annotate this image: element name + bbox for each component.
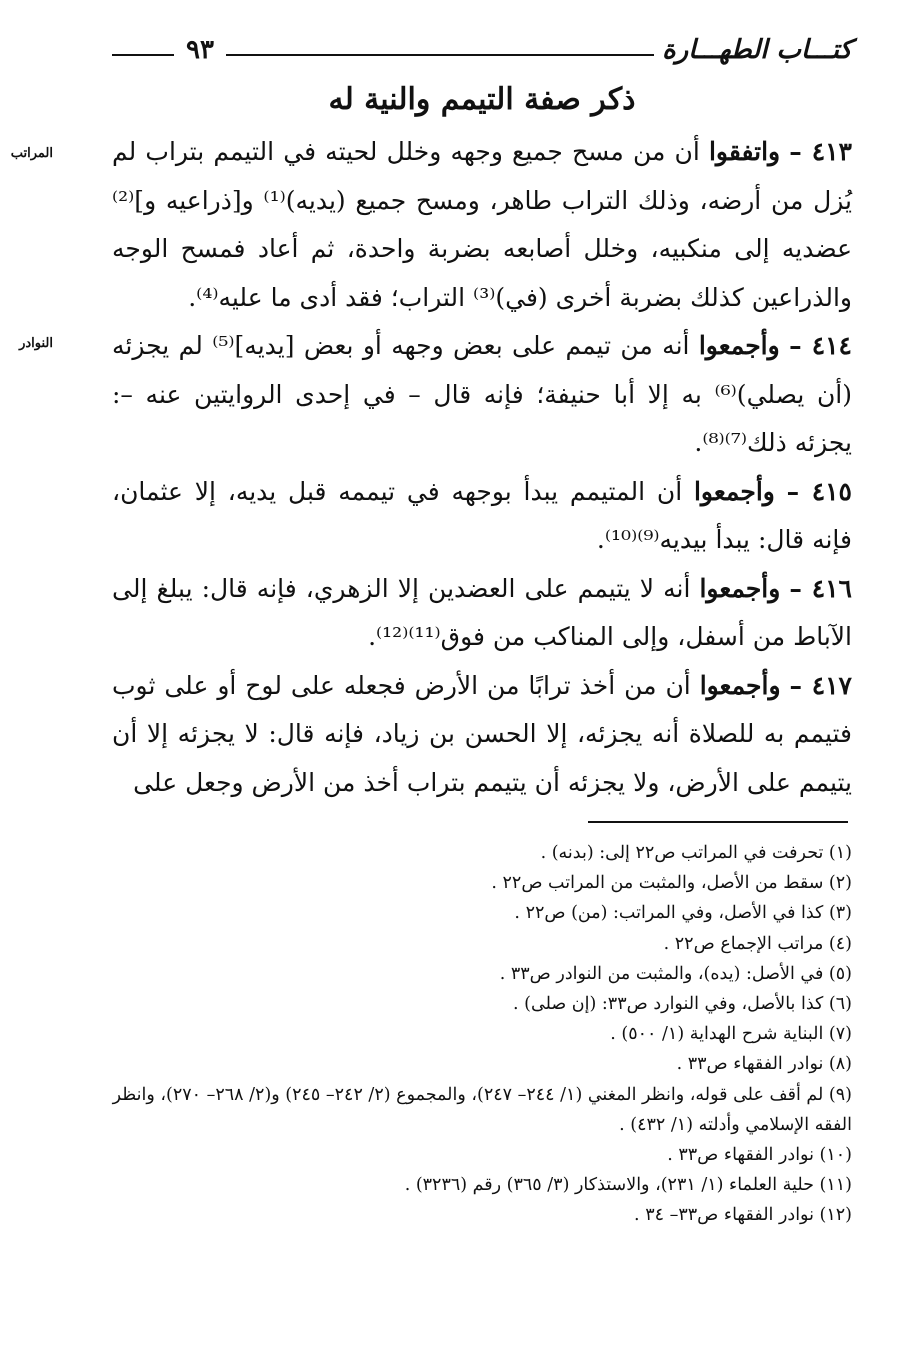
paragraph-lead: وأجمعوا bbox=[699, 670, 781, 700]
footnote-4: (٤) مراتب الإجماع ص٢٢ . bbox=[663, 933, 852, 954]
paragraph-number: ٤١٦ – bbox=[789, 573, 852, 603]
footnote-11: (١١) حلية العلماء (١/ ٢٣١)، والاستذكار (٣/ ٣٦٥) رقم (٣٢٣٦) . bbox=[404, 1175, 852, 1196]
paragraph-417 bbox=[112, 662, 852, 808]
margin-note-nawadir: النوادر bbox=[19, 336, 53, 351]
paragraph-text: أنه لا يتيمم على العضدين إلا الزهري، فإنه قال: يبلغ إلى الآباط من أسفل، وإلى المناكب من فوق⁽¹¹⁾⁽¹²⁾. bbox=[112, 573, 852, 651]
header-rule-left bbox=[112, 54, 174, 56]
header-rule-middle bbox=[226, 54, 654, 56]
paragraph-text: أنه من تيمم على بعض وجهه أو بعض [يديه]⁽⁵⁾ لم يجزئه (أن يصلي)⁽⁶⁾ به إلا أبا حنيفة؛ فإنه قال – في إحدى الروايتين عنه –: يجزئه ذلك⁽⁷⁾⁽⁸⁾. bbox=[112, 331, 853, 457]
paragraph-number: ٤١٥ – bbox=[786, 476, 852, 506]
paragraph-414 bbox=[112, 322, 852, 468]
paragraph-416 bbox=[112, 565, 852, 662]
footnote-6: (٦) كذا بالأصل، وفي النوارد ص٣٣: (إن صلى) . bbox=[513, 994, 852, 1015]
paragraph-text: أن من أخذ ترابًا من الأرض فجعله على لوح أو على ثوب فتيمم به للصلاة أنه يجزئه، إلا الحسن بن زياد، فإنه قال: لا يجزئه إلا أن يتيمم على الأرض، ولا يجزئه أن يتيمم بتراب أخذ من الأرض وجعل على bbox=[112, 670, 852, 797]
footnote-5: (٥) في الأصل: (يده)، والمثبت من النوادر ص٣٣ . bbox=[499, 963, 852, 984]
footnotes bbox=[112, 838, 852, 1231]
paragraph-lead: وأجمعوا bbox=[699, 573, 781, 603]
margin-note-maratib: المراتب bbox=[10, 146, 53, 161]
footnote-separator bbox=[588, 821, 848, 823]
paragraph-number: ٤١٤ – bbox=[789, 331, 852, 360]
footnote-12: (١٢) نوادر الفقهاء ص٣٣– ٣٤ . bbox=[634, 1205, 852, 1226]
footnote-9: (٩) لم أقف على قوله، وانظر المغني (١/ ٢٤٤– ٢٤٧)، والمجموع (٢/ ٢٤٢– ٢٤٥) و(٢/ ٢٦٨– ٢٧٠)، وانظر الفقه الإسلامي وأدلته (١/ ٤٣٢) . bbox=[112, 1084, 852, 1135]
paragraph-number: ٤١٧ – bbox=[789, 670, 852, 700]
paragraph-text: أن من مسح جميع وجهه وخلل لحيته في التيمم بتراب لم يُزل من أرضه، وذلك التراب طاهر، ومسح جميع (يديه)⁽¹⁾ و[ذراعيه و]⁽²⁾ عضديه إلى منكبيه، وخلل أصابعه بضربة واحدة، ثم أعاد فمسح الوجه والذراعين كذلك بضربة أخرى (في)⁽³⁾ التراب؛ فقد أدى ما عليه⁽⁴⁾. bbox=[112, 137, 852, 312]
paragraph-lead: وأجمعوا bbox=[693, 476, 775, 506]
footnote-7: (٧) البناية شرح الهداية (١/ ٥٠٠) . bbox=[610, 1024, 852, 1045]
footnote-10: (١٠) نوادر الفقهاء ص٣٣ . bbox=[667, 1145, 852, 1166]
paragraph-413 bbox=[112, 128, 852, 322]
footnote-1: (١) تحرفت في المراتب ص٢٢ إلى: (بدنه) . bbox=[540, 843, 852, 863]
footnote-8: (٨) نوادر الفقهاء ص٣٣ . bbox=[676, 1054, 852, 1075]
footnote-2: (٢) سقط من الأصل، والمثبت من المراتب ص٢٢ . bbox=[491, 873, 852, 894]
paragraph-number: ٤١٣ – bbox=[789, 137, 852, 166]
chapter-title: ذكر صفة التيمم والنية له bbox=[328, 82, 636, 117]
running-title: كتـــاب الطهـــارة bbox=[662, 35, 852, 65]
paragraph-text: أن المتيمم يبدأ بوجهه في تيممه قبل يديه، إلا عثمان، فإنه قال: يبدأ بيديه⁽⁹⁾⁽¹⁰⁾. bbox=[112, 476, 852, 554]
paragraph-lead: واتفقوا bbox=[708, 137, 781, 166]
running-header bbox=[112, 22, 852, 66]
main-text bbox=[112, 128, 852, 807]
paragraph-lead: وأجمعوا bbox=[698, 331, 780, 360]
paragraph-415 bbox=[112, 468, 852, 565]
page-number: ٩٣ bbox=[186, 35, 214, 65]
footnote-3: (٣) كذا في الأصل، وفي المراتب: (من) ص٢٢ . bbox=[514, 903, 852, 924]
